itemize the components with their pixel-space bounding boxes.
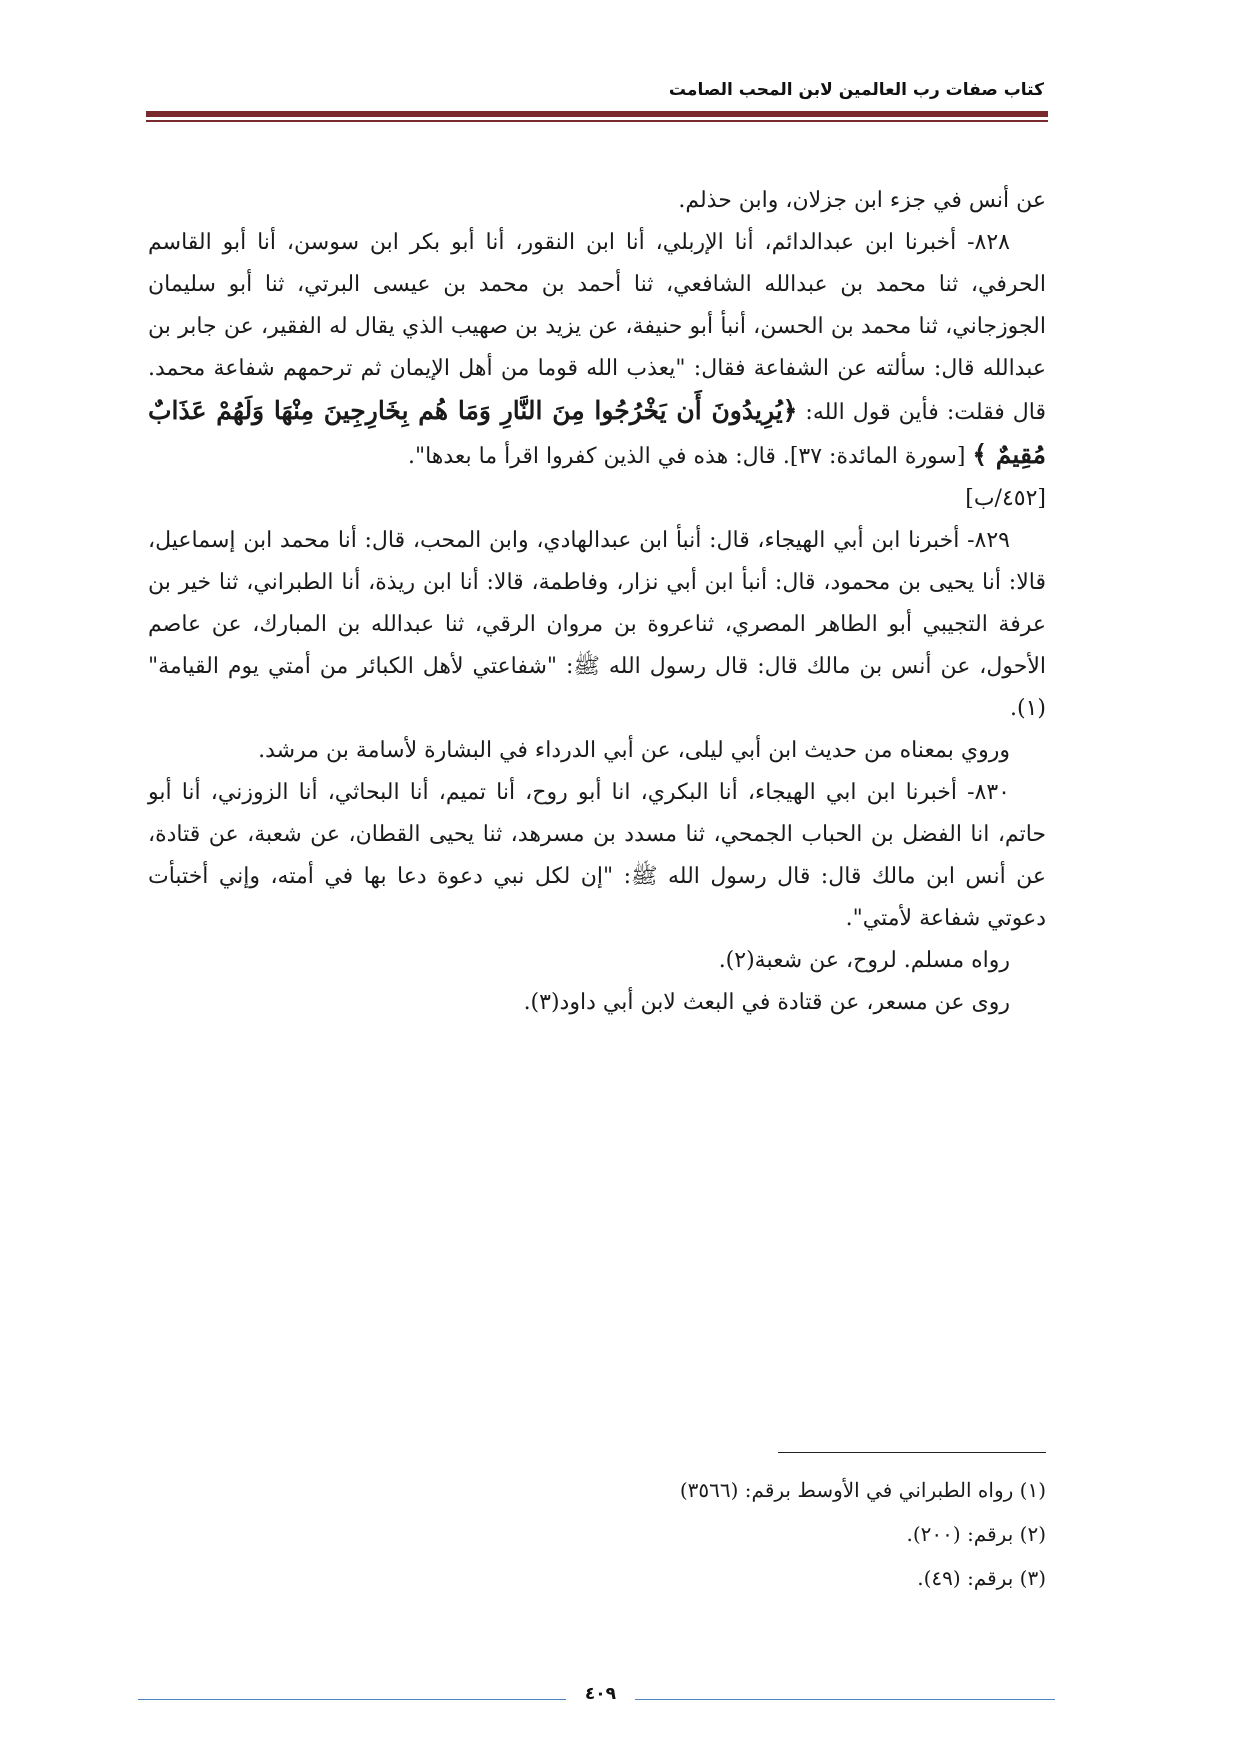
page-number: ٤٠٩ — [584, 1684, 617, 1704]
quran-verse: ﴿يُرِيدُونَ أَن يَخْرُجُوا مِنَ النَّارِ وَمَا هُم بِخَارِجِينَ مِنْهَا وَلَهُمْ عَذَابٌ مُقِيمٌ ﴾ — [148, 396, 1046, 469]
paragraph: روى عن مسعر، عن قتادة في البعث لابن أبي داود(٣). — [523, 990, 1010, 1015]
paragraph: عن أنس في جزء ابن جزلان، وابن حذلم. — [678, 188, 1046, 213]
header-rule-thin — [146, 120, 1048, 122]
paragraph: رواه مسلم. لروح، عن شعبة(٢). — [718, 948, 1010, 973]
hadith-829: ٨٢٩- أخبرنا ابن أبي الهيجاء، قال: أنبأ ابن عبدالهادي، وابن المحب، قال: أنا محمد ابن إسماعيل، قالا: أنا يحيى بن محمود، قال: أنبأ ابن أبي نزار، وفاطمة، قالا: أنا ابن ريذة، أنا الطبراني، ثنا خير بن عرفة التجيبي أبو الطاهر المصري، ثناعروة بن مروان الرقي، ثنا عبدالله بن المبارك، عن عاصم الأحول، عن أنس بن مالك قال: قال رسول الله ﷺ: "شفاعتي لأهل الكبائر من أمتي يوم القيامة"(١). — [148, 528, 1046, 721]
hadith-828 — [148, 222, 1046, 478]
folio-marker: [٤٥٢/ب] — [965, 486, 1046, 511]
paragraph: وروي بمعناه من حديث ابن أبي ليلى، عن أبي الدرداء في البشارة لأسامة بن مرشد. — [258, 738, 1010, 763]
footnotes — [148, 1468, 1046, 1600]
paragraph-text: ٨٢٨- أخبرنا ابن عبدالدائم، أنا الإربلي، أنا ابن النقور، أنا أبو بكر ابن سوسن، أنا أبو القاسم الحرفي، ثنا محمد بن عبدالله الشافعي، ثنا أحمد بن محمد بن عيسى البرتي، ثنا أبو سليمان الجوزجاني، ثنا محمد بن الحسن، أنبأ أبو حنيفة، عن يزيد بن صهيب الذي يقال له الفقير، عن جابر بن عبدالله قال: سألته عن الشفاعة فقال: "يعذب الله قوما من أهل الإيمان ثم ترحمهم شفاعة محمد. قال فقلت: فأين قول الله: — [148, 230, 1047, 425]
hadith-830: ٨٣٠- أخبرنا ابن ابي الهيجاء، أنا البكري، انا أبو روح، أنا تميم، أنا البحاثي، أنا الزوزني، أنا أبو حاتم، انا الفضل بن الحباب الجمحي، ثنا مسدد بن مسرهد، ثنا يحيى القطان، عن شعبة، عن قتادة، عن أنس ابن مالك قال: قال رسول الله ﷺ: "إن لكل نبي دعوة دعا بها في أمته، وإني أختبأت دعوتي شفاعة لأمتي". — [148, 780, 1046, 931]
page-header-title: كتاب صفات رب العالمين لابن المحب الصامت — [668, 80, 1044, 100]
footnote-2: (٢) برقم: (٢٠٠). — [906, 1522, 1046, 1546]
surah-citation: [سورة المائدة: ٣٧]. قال: هذه في الذين كفروا اقرأ ما بعدها". — [407, 444, 973, 469]
footnote-separator — [778, 1452, 1046, 1453]
footer-rule-left — [138, 1699, 566, 1700]
main-text — [148, 180, 1046, 1024]
header-rule — [146, 111, 1048, 117]
footnote-3: (٣) برقم: (٤٩). — [917, 1566, 1046, 1590]
footer-rule-right — [635, 1699, 1055, 1700]
footnote-1: (١) رواه الطبراني في الأوسط برقم: (٣٥٦٦) — [679, 1478, 1046, 1502]
